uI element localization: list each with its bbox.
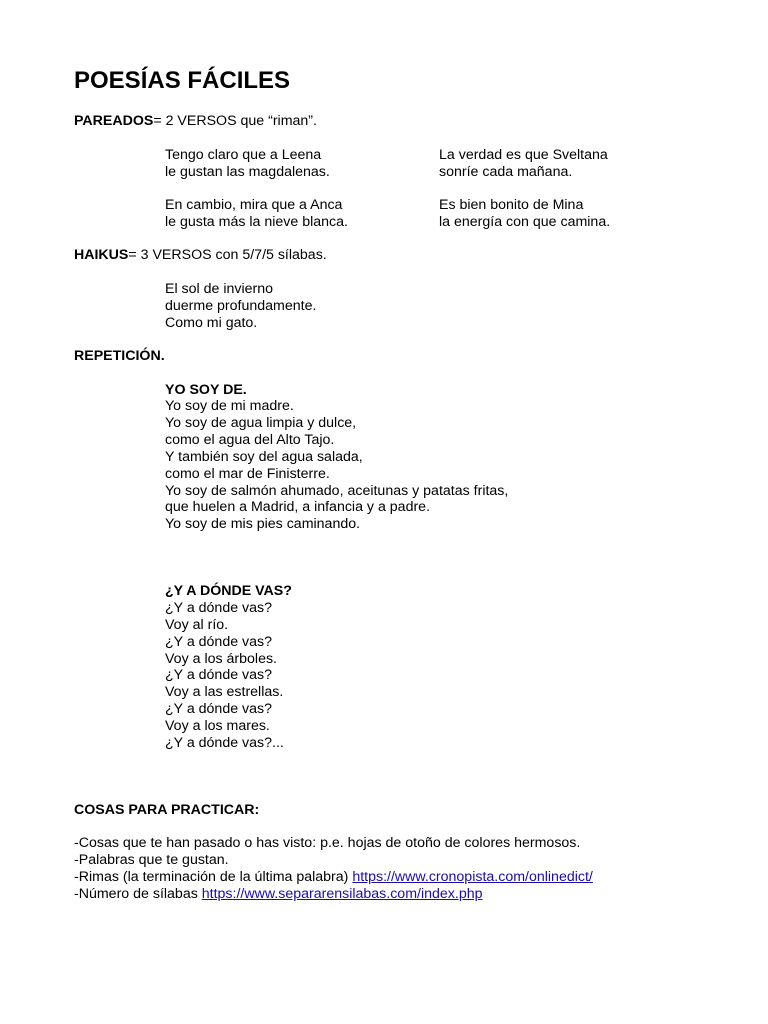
pareado-verse: le gusta más la nieve blanca. <box>165 214 348 230</box>
poem-verse: ¿Y a dónde vas? <box>165 667 273 683</box>
repeticion-heading: REPETICIÓN. <box>74 348 165 364</box>
pareado-verse: Tengo claro que a Leena <box>165 147 322 163</box>
poem-verse: ¿Y a dónde vas? <box>165 701 273 717</box>
poem-verse: Voy a los mares. <box>165 718 270 734</box>
cronopista-link[interactable]: https://www.cronopista.com/onlinedict/ <box>352 869 593 885</box>
pareado-verse: En cambio, mira que a Anca <box>165 197 343 213</box>
poem-verse: que huelen a Madrid, a infancia y a padre. <box>165 499 431 515</box>
haikus-line <box>74 247 327 264</box>
pareado-verse: Es bien bonito de Mina <box>439 197 584 213</box>
poem-verse: como el agua del Alto Tajo. <box>165 432 335 448</box>
poem-verse: Yo soy de agua limpia y dulce, <box>165 415 357 431</box>
pareado-verse: sonríe cada mañana. <box>439 164 573 180</box>
separarensilabas-link[interactable]: https://www.separarensilabas.com/index.php <box>201 886 483 902</box>
practicar-heading: COSAS PARA PRACTICAR: <box>74 802 260 818</box>
poem-verse: Yo soy de salmón ahumado, aceitunas y patatas fritas, <box>165 483 509 499</box>
pareado-verse: le gustan las magdalenas. <box>165 164 330 180</box>
silabas-text: -Número de sílabas <box>74 886 202 902</box>
practicar-item-rimas <box>74 869 593 886</box>
pareados-heading: PAREADOS <box>74 113 154 129</box>
practicar-item-silabas <box>74 886 483 903</box>
haikus-description: = 3 VERSOS con 5/7/5 sílabas. <box>128 247 327 263</box>
poem-title-a-donde-vas: ¿Y A DÓNDE VAS? <box>165 583 292 599</box>
poem-verse: Yo soy de mis pies caminando. <box>165 516 361 532</box>
poem-verse: ¿Y a dónde vas?... <box>165 735 284 751</box>
page-title: POESÍAS FÁCILES <box>74 67 291 94</box>
pareados-line <box>74 113 317 130</box>
pareado-verse: La verdad es que Sveltana <box>439 147 608 163</box>
poem-verse: ¿Y a dónde vas? <box>165 634 273 650</box>
haiku-verse: Como mi gato. <box>165 315 258 331</box>
haiku-verse: duerme profundamente. <box>165 298 317 314</box>
poem-verse: Yo soy de mi madre. <box>165 398 294 414</box>
poem-verse: ¿Y a dónde vas? <box>165 600 273 616</box>
haiku-verse: El sol de invierno <box>165 281 274 297</box>
poem-verse: Voy al río. <box>165 617 229 633</box>
poem-verse: como el mar de Finisterre. <box>165 466 330 482</box>
practicar-item: -Palabras que te gustan. <box>74 852 229 868</box>
poem-title-yo-soy-de: YO SOY DE. <box>165 382 247 398</box>
rimas-text: -Rimas (la terminación de la última palabra) <box>74 869 353 885</box>
poem-verse: Y también soy del agua salada, <box>165 449 363 465</box>
pareado-verse: la energía con que camina. <box>439 214 611 230</box>
poem-verse: Voy a los árboles. <box>165 651 277 667</box>
practicar-item: -Cosas que te han pasado o has visto: p.e. hojas de otoño de colores hermosos. <box>74 835 581 851</box>
pareados-description: = 2 VERSOS que “riman”. <box>153 113 317 129</box>
haikus-heading: HAIKUS <box>74 247 129 263</box>
poem-verse: Voy a las estrellas. <box>165 684 284 700</box>
